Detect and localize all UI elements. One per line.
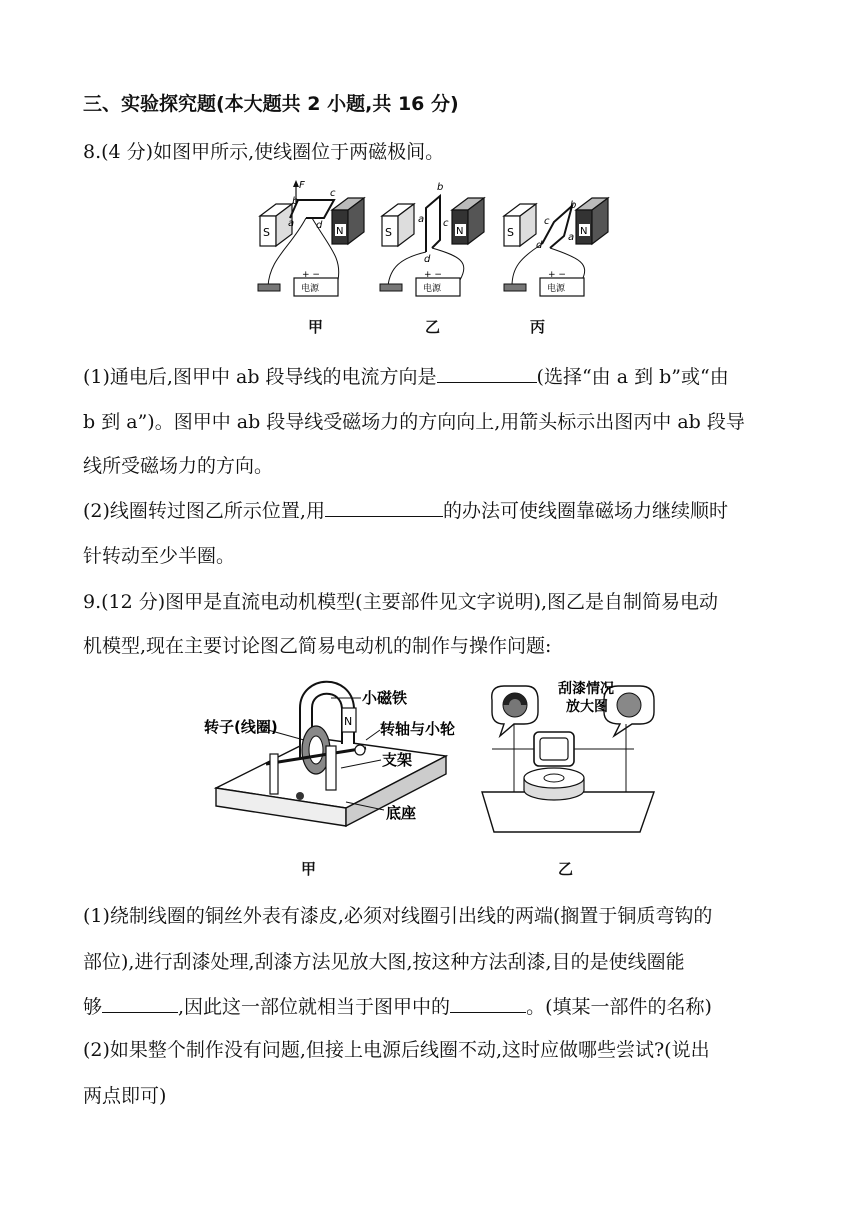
q9-stem-line1: 9.(12 分)图甲是直流电动机模型(主要部件见文字说明),图乙是自制简易电动 xyxy=(83,591,719,613)
q8-label-a-3: a xyxy=(568,232,575,243)
q9-label-magnet: 小磁铁 xyxy=(362,689,408,707)
q8-label-c-1: c xyxy=(330,188,336,199)
q9-label-bracket: 支架 xyxy=(382,751,413,769)
q8-label-d-3: d xyxy=(536,240,543,251)
q8-battery-3: 电源 xyxy=(547,284,566,294)
q8-part1-line3: 线所受磁场力的方向。 xyxy=(83,455,274,477)
q9-answer-blank-1[interactable] xyxy=(102,992,178,1013)
q9-part1-text-a: 够 xyxy=(83,996,103,1018)
q8-caption-bing: 丙 xyxy=(530,318,546,336)
q8-magnet-s-2: S xyxy=(385,226,392,239)
q9-figure-yi xyxy=(474,680,664,840)
q8-panel-yi xyxy=(380,182,484,296)
q8-caption-yi: 乙 xyxy=(425,318,441,336)
q9-caption-jia: 甲 xyxy=(301,860,317,878)
q8-battery-signs-1: + − xyxy=(302,270,320,280)
q8-figure xyxy=(250,178,610,308)
q8-answer-blank-1[interactable] xyxy=(437,362,537,383)
q8-label-a-1: a xyxy=(288,218,295,229)
q9-label-axle: 转轴与小轮 xyxy=(380,720,456,738)
q9-label-base: 底座 xyxy=(386,804,417,822)
q8-part1-text-a: (1)通电后,图甲中 ab 段导线的电流方向是 xyxy=(83,366,437,388)
q8-label-a-2: a xyxy=(418,214,425,225)
q9-part1-text-c: 。(填某一部件的名称) xyxy=(526,996,712,1018)
q8-label-d-2: d xyxy=(424,254,431,265)
q8-battery-2: 电源 xyxy=(423,284,442,294)
q8-stem: 8.(4 分)如图甲所示,使线圈位于两磁极间。 xyxy=(83,141,445,163)
q8-label-b-3: b xyxy=(570,200,577,211)
q9-label-rotor: 转子(线圈) xyxy=(204,718,278,736)
q8-force-label: F xyxy=(299,180,305,191)
q9-caption-yi: 乙 xyxy=(558,860,574,878)
q8-panel-bing xyxy=(504,198,608,296)
q8-part1-line1 xyxy=(83,362,729,391)
q8-label-c-2: c xyxy=(443,218,449,229)
q8-part1-line2: b 到 a”)。图甲中 ab 段导线受磁场力的方向向上,用箭头标示出图丙中 ab 段导 xyxy=(83,411,745,433)
q9-magnet-n: N xyxy=(344,715,353,728)
q9-part2-line2: 两点即可) xyxy=(83,1085,167,1107)
q8-magnet-s-1: S xyxy=(263,226,270,239)
q9-part1-line1: (1)绕制线圈的铜丝外表有漆皮,必须对线圈引出线的两端(搁置于铜质弯钩的 xyxy=(83,905,713,927)
q9-answer-blank-2[interactable] xyxy=(450,992,526,1013)
q8-part1-text-b: (选择“由 a 到 b”或“由 xyxy=(536,366,729,388)
q8-answer-blank-2[interactable] xyxy=(325,496,443,517)
q8-magnet-n-2: N xyxy=(456,226,464,237)
q8-label-c-3: c xyxy=(544,216,550,227)
q8-caption-jia: 甲 xyxy=(308,318,324,336)
section-title: 三、实验探究题(本大题共 2 小题,共 16 分) xyxy=(83,93,459,115)
q8-panel-jia xyxy=(258,180,364,296)
q8-label-d-1: d xyxy=(316,220,323,231)
q8-magnet-n-3: N xyxy=(580,226,588,237)
q8-magnet-n-1: N xyxy=(336,226,344,237)
q9-part1-line2: 部位),进行刮漆处理,刮漆方法见放大图,按这种方法刮漆,目的是使线圈能 xyxy=(83,951,685,973)
q8-part2-line2: 针转动至少半圈。 xyxy=(83,545,236,567)
q9-part1-text-b: ,因此这一部位就相当于图甲中的 xyxy=(178,996,451,1018)
q9-part2-line1: (2)如果整个制作没有问题,但接上电源后线圈不动,这时应做哪些尝试?(说出 xyxy=(83,1039,710,1061)
q9-stem-line2: 机模型,现在主要讨论图乙简易电动机的制作与操作问题: xyxy=(83,635,552,657)
q8-label-b-2: b xyxy=(437,182,444,193)
q8-part2-text-b: 的办法可使线圈靠磁场力继续顺时 xyxy=(442,500,728,522)
q8-part2-text-a: (2)线圈转过图乙所示位置,用 xyxy=(83,500,325,522)
q8-battery-signs-2: + − xyxy=(424,270,442,280)
q8-battery-1: 电源 xyxy=(301,284,320,294)
q9-label-scrape-1: 刮漆情况 xyxy=(558,681,614,697)
q9-label-scrape-2: 放大图 xyxy=(566,699,608,715)
q9-part1-line3 xyxy=(83,992,712,1021)
q9-figure-jia xyxy=(196,678,486,848)
q8-battery-signs-3: + − xyxy=(548,270,566,280)
q8-label-b-1: b xyxy=(292,196,299,207)
q8-part2-line1 xyxy=(83,496,728,525)
q8-magnet-s-3: S xyxy=(507,226,514,239)
